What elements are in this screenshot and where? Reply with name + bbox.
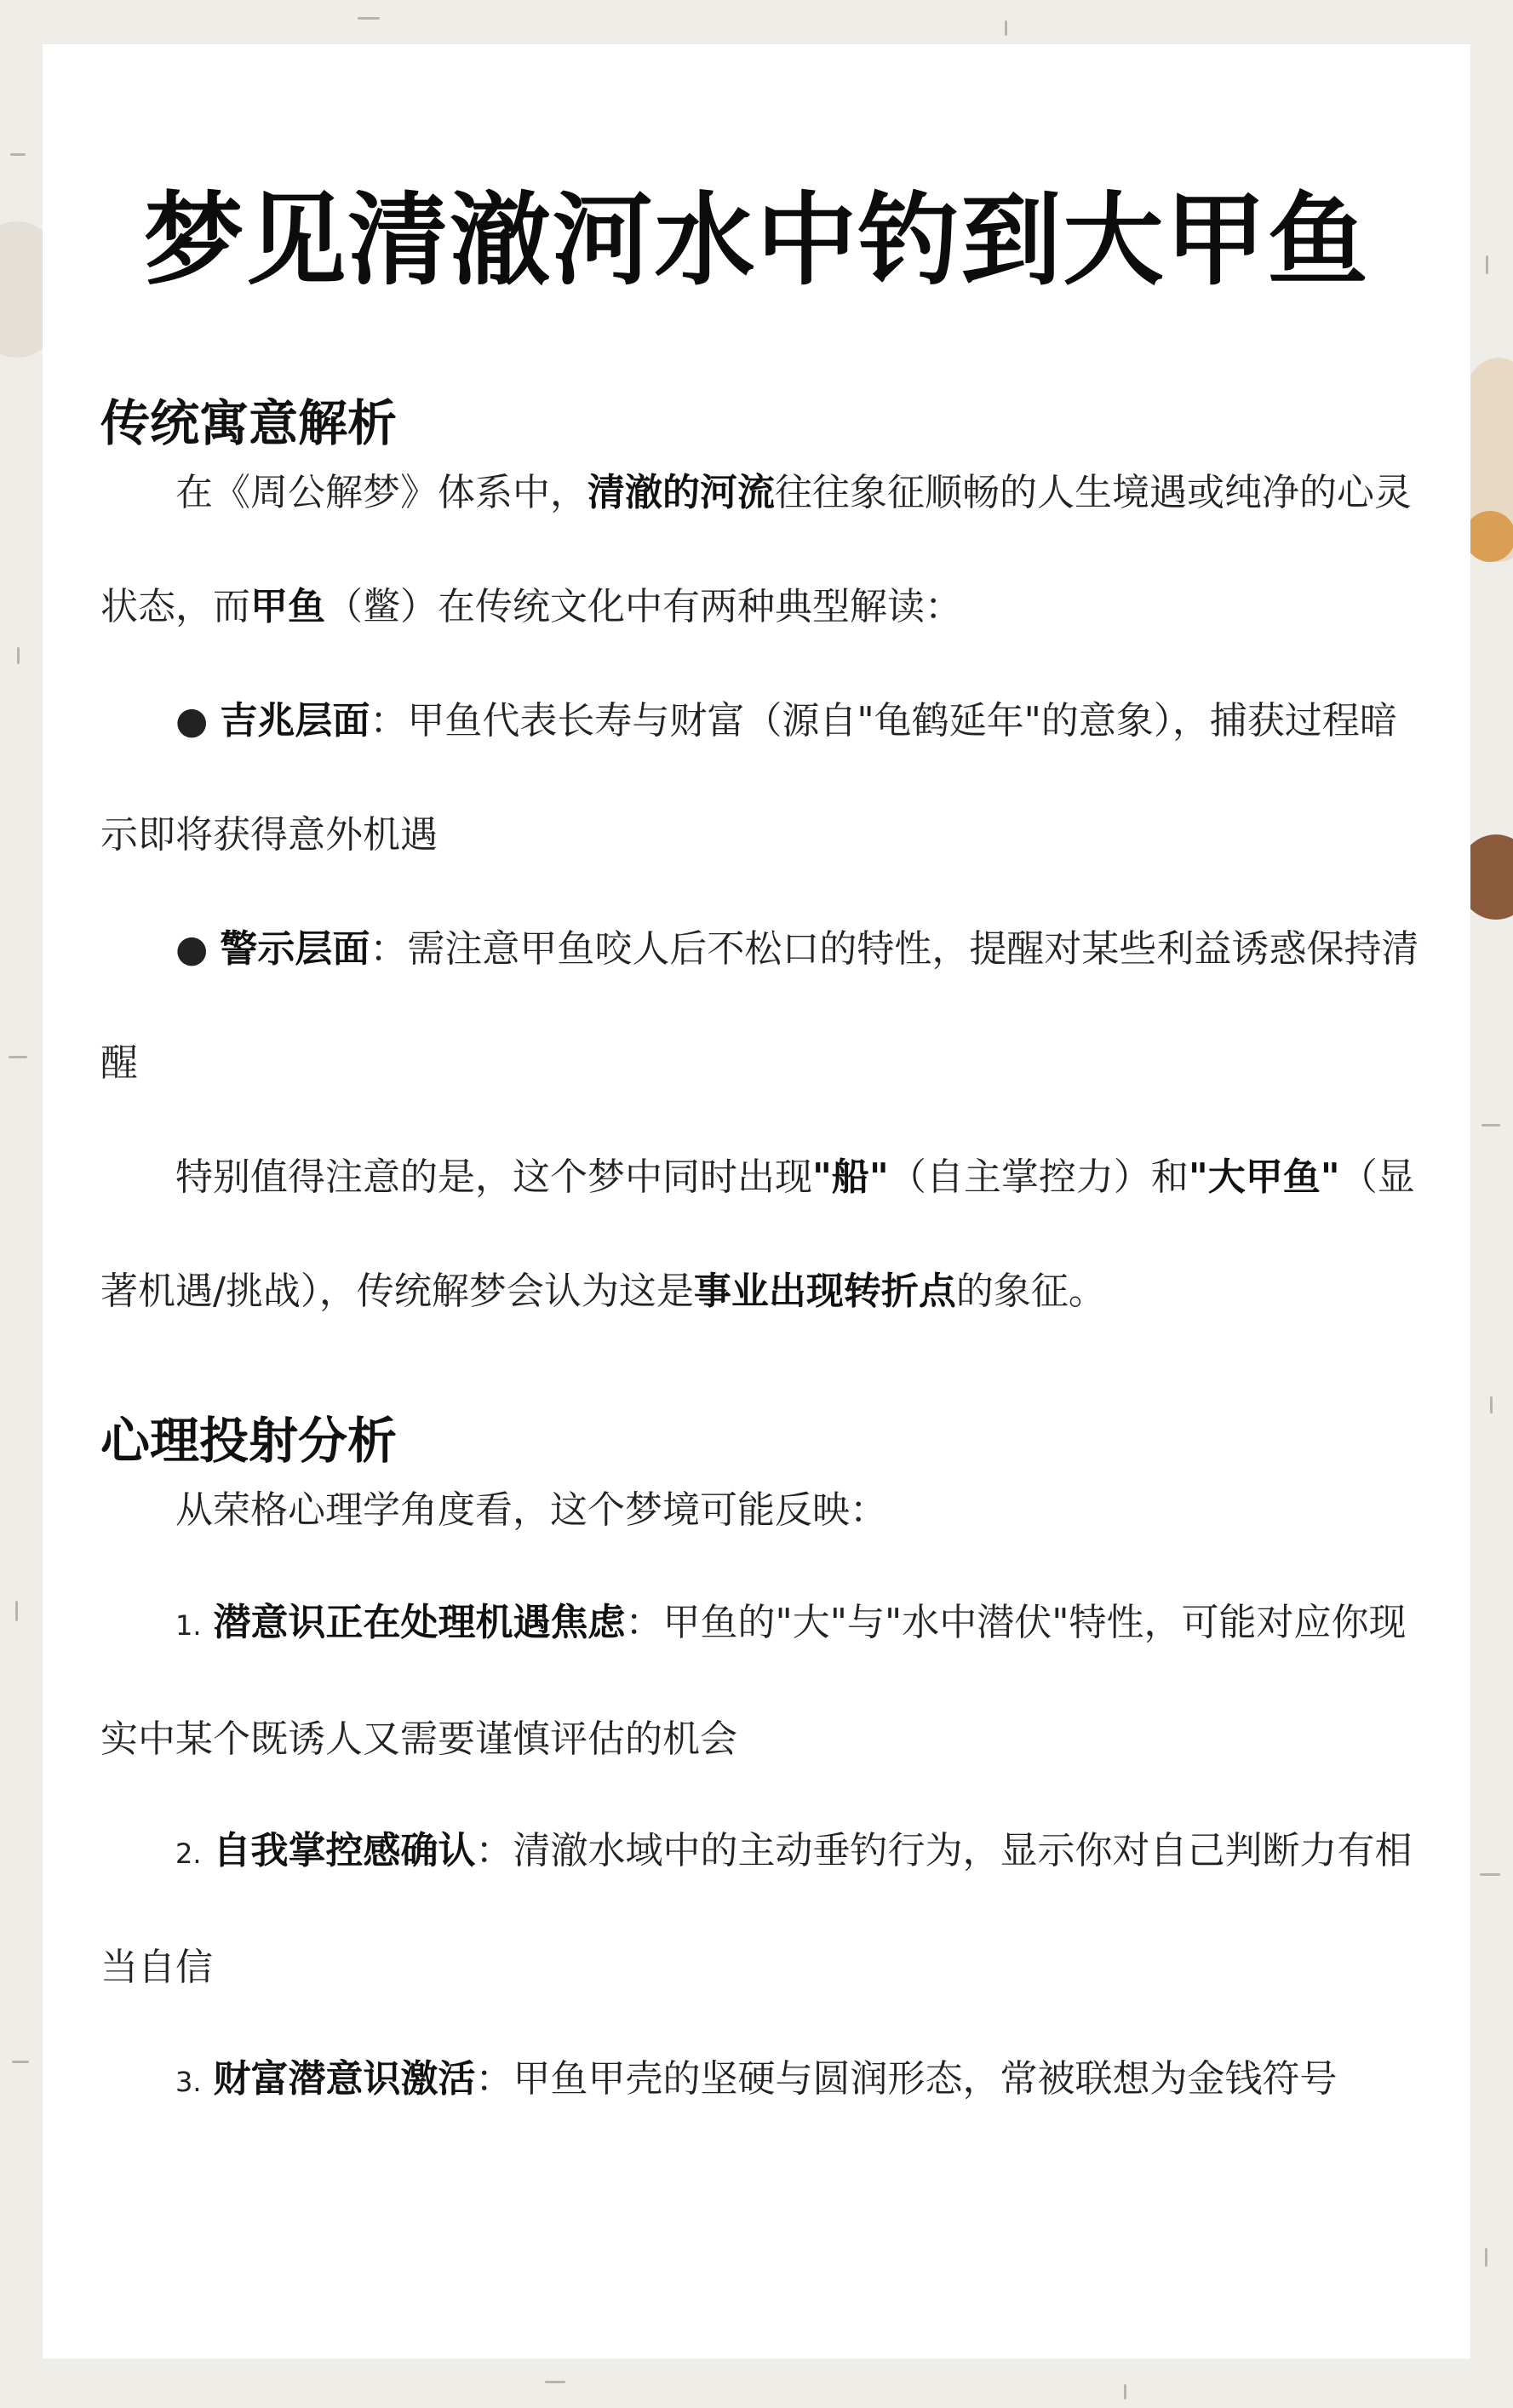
item-label: 潜意识正在处理机遇焦虑 <box>213 1601 626 1644</box>
background-speck <box>17 647 20 664</box>
intro-text: （鳖）在传统文化中有两种典型解读： <box>325 585 962 628</box>
note-text: 的象征。 <box>955 1270 1106 1313</box>
numbered-item <box>100 2022 1429 2139</box>
background-speck <box>1480 1873 1500 1876</box>
numbered-item <box>100 1794 1429 2025</box>
item-number: 2. <box>175 1838 202 1870</box>
psych-intro <box>100 1453 1429 1568</box>
background-speck <box>9 1056 27 1058</box>
background-speck <box>1490 1396 1493 1413</box>
background-speck <box>1485 2248 1487 2267</box>
intro-text: 往往象征顺畅的人生境遇或纯净的心灵状态，而 <box>100 471 1412 628</box>
psych-intro-text: 从荣格心理学角度看，这个梦境可能反映： <box>175 1488 887 1532</box>
background-speck <box>1481 1124 1500 1127</box>
note-text: （显著机遇/挑战），传统解梦会认为这是 <box>100 1155 1415 1313</box>
note-emphasis: "船" <box>812 1155 889 1199</box>
background-speck <box>1005 20 1007 36</box>
note-text: 特别值得注意的是，这个梦中同时出现 <box>175 1155 812 1199</box>
bullet-label: 警示层面 <box>220 927 370 971</box>
background-blot <box>1464 511 1513 562</box>
background-speck <box>12 2061 29 2063</box>
item-number: 3. <box>175 2066 202 2098</box>
page-title: 梦见清澈河水中钓到大甲鱼 <box>143 181 1370 299</box>
intro-emphasis: 清澈的河流 <box>587 471 775 514</box>
background-speck <box>10 153 26 156</box>
background-speck <box>1486 255 1488 274</box>
bullet-marker: ● <box>175 927 209 971</box>
note-paragraph <box>100 1121 1429 1349</box>
intro-paragraph <box>100 436 1429 664</box>
note-text: （自主掌控力）和 <box>888 1155 1189 1199</box>
background-speck <box>1124 2384 1126 2399</box>
intro-text: 在《周公解梦》体系中， <box>175 471 587 514</box>
background-speck <box>358 17 380 20</box>
item-text: ：清澈水域中的主动垂钓行为，显示你对自己判断力有相当自信 <box>100 1829 1413 1989</box>
note-emphasis: 事业出现转折点 <box>693 1270 956 1313</box>
intro-emphasis: 甲鱼 <box>250 585 325 628</box>
item-text: ：甲鱼的"大"与"水中潜伏"特性，可能对应你现实中某个既诱人又需要谨慎评估的机会 <box>100 1601 1407 1761</box>
item-text: ：甲鱼甲壳的坚硬与圆润形态，常被联想为金钱符号 <box>475 2057 1338 2101</box>
note-emphasis: "大甲鱼" <box>1188 1155 1340 1199</box>
background-speck <box>545 2381 565 2383</box>
bullet-item <box>100 892 1429 1121</box>
article-card <box>43 44 1470 2359</box>
bullet-marker: ● <box>175 699 209 742</box>
bullet-item <box>100 664 1429 892</box>
section-heading-traditional: 传统寓意解析 <box>100 394 398 452</box>
bullet-text: ：需注意甲鱼咬人后不松口的特性，提醒对某些利益诱惑保持清醒 <box>100 927 1419 1085</box>
item-label: 财富潜意识激活 <box>213 2057 476 2101</box>
item-label: 自我掌控感确认 <box>213 1829 476 1872</box>
bullet-text: ：甲鱼代表长寿与财富（源自"龟鹤延年"的意象），捕获过程暗示即将获得意外机遇 <box>100 699 1397 857</box>
bullet-label: 吉兆层面 <box>220 699 370 742</box>
background-speck <box>15 1601 18 1621</box>
section-heading-psychology: 心理投射分析 <box>100 1412 398 1470</box>
item-number: 1. <box>175 1609 202 1642</box>
numbered-item <box>100 1566 1429 1797</box>
